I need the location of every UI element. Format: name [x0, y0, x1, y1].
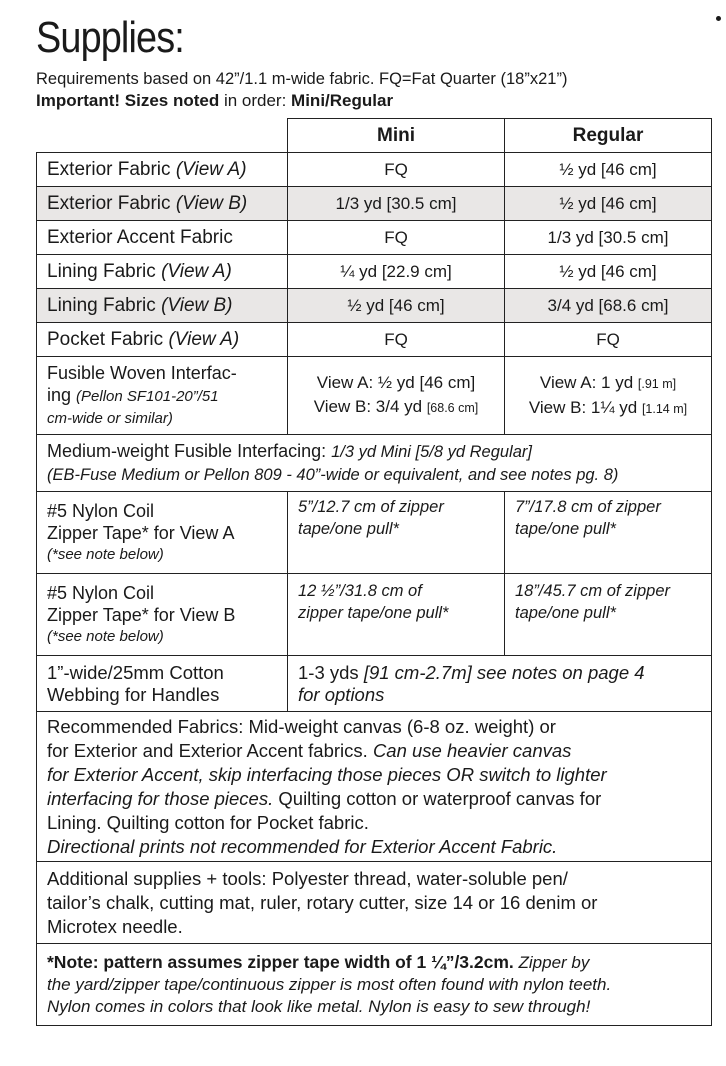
webbing-val2: for options	[298, 683, 385, 705]
mini-value: FQ	[288, 221, 505, 255]
requirements-text: Requirements based on 42”/1.1 m-wide fabric. FQ=Fat Quarter (18”x21”)	[36, 70, 568, 88]
regular-value: FQ	[505, 323, 712, 357]
label-text: Exterior Accent Fabric	[47, 226, 233, 248]
zipper-a-mini1: 5”/12.7 cm of zipper	[298, 498, 444, 516]
regular-value: 1/3 yd [30.5 cm]	[505, 221, 712, 255]
label-note: (View B)	[175, 192, 248, 214]
label-note: (View A)	[161, 260, 232, 282]
supplies-table	[36, 118, 712, 1026]
medium-line1-italic: 1/3 yd Mini [5/8 yd Regular]	[331, 442, 532, 461]
recommended-cell	[37, 712, 712, 862]
zipper-b-mini2: zipper tape/one pull*	[298, 604, 449, 622]
regular-value: 3/4 yd [68.6 cm]	[505, 289, 712, 323]
zipper-b-reg2: tape/one pull*	[515, 604, 616, 622]
recommended-l2-italic: Can use heavier canvas	[372, 739, 572, 761]
note-italic1: Zipper by	[513, 953, 590, 972]
interfacing-label-line3: cm-wide or similar)	[47, 409, 173, 427]
bullet-dot	[716, 16, 721, 21]
interfacing-reg-a-text: View A: 1 yd	[539, 372, 638, 392]
row-label	[37, 221, 288, 255]
interfacing-reg-a	[515, 371, 701, 396]
table-row	[37, 255, 712, 289]
table-row	[37, 187, 712, 221]
row-label	[37, 323, 288, 357]
zipper-b-regular	[505, 574, 712, 656]
interfacing-reg-b	[515, 396, 701, 421]
webbing-val1-italic: [91 cm-2.7m] see notes on page 4	[363, 661, 645, 683]
medium-interfacing-row	[37, 435, 712, 492]
zipper-b-line1: #5 Nylon Coil	[47, 582, 155, 603]
additional-l1: Additional supplies + tools: Polyester thread, water-soluble pen/	[47, 867, 568, 889]
zipper-a-row	[37, 492, 712, 574]
zipper-a-label	[37, 492, 288, 574]
webbing-value	[288, 656, 712, 712]
mini-value: FQ	[288, 323, 505, 357]
interfacing-label-line2	[47, 384, 277, 408]
interfacing-label-note: (Pellon SF101-20”/51	[76, 387, 219, 405]
interfacing-mini	[288, 357, 505, 435]
interfacing-mini-a: View A: ½ yd [46 cm]	[316, 373, 476, 392]
mini-value: FQ	[288, 153, 505, 187]
interfacing-row	[37, 357, 712, 435]
zipper-a-line1: #5 Nylon Coil	[47, 500, 155, 521]
row-label	[37, 187, 288, 221]
additional-cell	[37, 862, 712, 944]
note-l2: the yard/zipper tape/continuous zipper is most often found with nylon teeth.	[47, 975, 612, 994]
interfacing-label	[37, 357, 288, 435]
label-text: Exterior Fabric	[47, 158, 176, 180]
note-l1	[47, 951, 701, 974]
zipper-a-reg2: tape/one pull*	[515, 520, 616, 538]
regular-value: ½ yd [46 cm]	[505, 187, 712, 221]
additional-l3: Microtex needle.	[47, 915, 183, 937]
label-text: Pocket Fabric	[47, 328, 169, 350]
table-row	[37, 289, 712, 323]
note-bold: *Note: pattern assumes zipper tape width of 1 ¼”/3.2cm.	[47, 952, 514, 972]
webbing-line2: Webbing for Handles	[47, 683, 220, 705]
header-empty	[37, 119, 288, 153]
recommended-l5: Lining. Quilting cotton for Pocket fabric.	[47, 811, 369, 833]
row-label	[37, 153, 288, 187]
recommended-l1: Recommended Fabrics: Mid-weight canvas (6-8 oz. weight) or	[47, 715, 556, 737]
interfacing-reg-b-text: View B: 1¼ yd	[528, 397, 642, 417]
important-bold: Important! Sizes noted	[36, 91, 220, 110]
webbing-line1: 1”-wide/25mm Cotton	[47, 661, 224, 683]
table-row	[37, 153, 712, 187]
interfacing-label-text: ing	[47, 384, 77, 405]
additional-l2: tailor’s chalk, cutting mat, ruler, rotary cutter, size 14 or 16 denim or	[47, 891, 598, 913]
recommended-l4-text: Quilting cotton or waterproof canvas for	[273, 787, 602, 809]
note-row	[37, 944, 712, 1026]
zipper-a-line2: Zipper Tape* for View A	[47, 522, 235, 543]
interfacing-mini-b-text: View B: 3/4 yd	[313, 397, 427, 416]
note-cell	[37, 944, 712, 1026]
important-note	[36, 90, 393, 112]
zipper-a-mini2: tape/one pull*	[298, 520, 399, 538]
zipper-a-mini	[288, 492, 505, 574]
mini-value: ½ yd [46 cm]	[288, 289, 505, 323]
webbing-val1: 1-3 yds	[298, 661, 364, 683]
zipper-b-mini	[288, 574, 505, 656]
interfacing-reg-b-small: [1.14 m]	[641, 401, 688, 416]
zipper-b-line2: Zipper Tape* for View B	[47, 604, 236, 625]
row-label	[37, 255, 288, 289]
label-note: (View B)	[161, 294, 233, 316]
recommended-l2-text: for Exterior and Exterior Accent fabrics.	[47, 739, 373, 761]
header-mini: Mini	[288, 119, 505, 153]
label-text: Lining Fabric	[47, 260, 162, 282]
row-label	[37, 289, 288, 323]
recommended-l6: Directional prints not recommended for Exterior Accent Fabric.	[47, 835, 558, 857]
header-regular: Regular	[505, 119, 712, 153]
zipper-b-row	[37, 574, 712, 656]
label-text: Exterior Fabric	[47, 192, 176, 214]
interfacing-regular	[505, 357, 712, 435]
important-plain: in order:	[219, 91, 292, 110]
interfacing-label-line1: Fusible Woven Interfac-	[47, 362, 237, 383]
note-l3: Nylon comes in colors that look like metal. Nylon is easy to sew through!	[47, 997, 591, 1016]
recommended-row	[37, 712, 712, 862]
label-text: Lining Fabric	[47, 294, 162, 316]
zipper-b-line3: (*see note below)	[47, 627, 164, 645]
zipper-a-reg1: 7”/17.8 cm of zipper	[515, 498, 661, 516]
zipper-a-line3: (*see note below)	[47, 545, 164, 563]
medium-line1-text: Medium-weight Fusible Interfacing:	[47, 440, 332, 461]
label-note: (View A)	[168, 328, 240, 350]
regular-value: ½ yd [46 cm]	[505, 255, 712, 289]
table-row	[37, 221, 712, 255]
mini-value: 1/3 yd [30.5 cm]	[288, 187, 505, 221]
zipper-a-regular	[505, 492, 712, 574]
header-row	[37, 119, 712, 153]
zipper-b-reg1: 18”/45.7 cm of zipper	[515, 582, 670, 600]
regular-value: ½ yd [46 cm]	[505, 153, 712, 187]
medium-line1	[47, 440, 701, 464]
additional-row	[37, 862, 712, 944]
zipper-b-label	[37, 574, 288, 656]
recommended-l4	[47, 787, 701, 811]
important-sizes: Mini/Regular	[291, 91, 394, 110]
interfacing-mini-b	[298, 395, 494, 420]
recommended-l4-italic: interfacing for those pieces.	[47, 787, 274, 809]
mini-value: ¼ yd [22.9 cm]	[288, 255, 505, 289]
webbing-row	[37, 656, 712, 712]
medium-line2: (EB-Fuse Medium or Pellon 809 - 40”-wide or equivalent, and see notes pg. 8)	[47, 465, 619, 484]
zipper-b-mini1: 12 ½”/31.8 cm of	[298, 582, 422, 600]
interfacing-mini-b-small: [68.6 cm]	[426, 401, 479, 415]
recommended-l3: for Exterior Accent, skip interfacing those pieces OR switch to lighter	[47, 763, 607, 785]
page-title: Supplies:	[36, 13, 184, 62]
webbing-label	[37, 656, 288, 712]
interfacing-reg-a-small: [.91 m]	[637, 376, 677, 391]
medium-interfacing-cell	[37, 435, 712, 492]
recommended-l2	[47, 739, 701, 763]
table-row	[37, 323, 712, 357]
label-note: (View A)	[175, 158, 247, 180]
webbing-val-line1	[298, 662, 701, 684]
